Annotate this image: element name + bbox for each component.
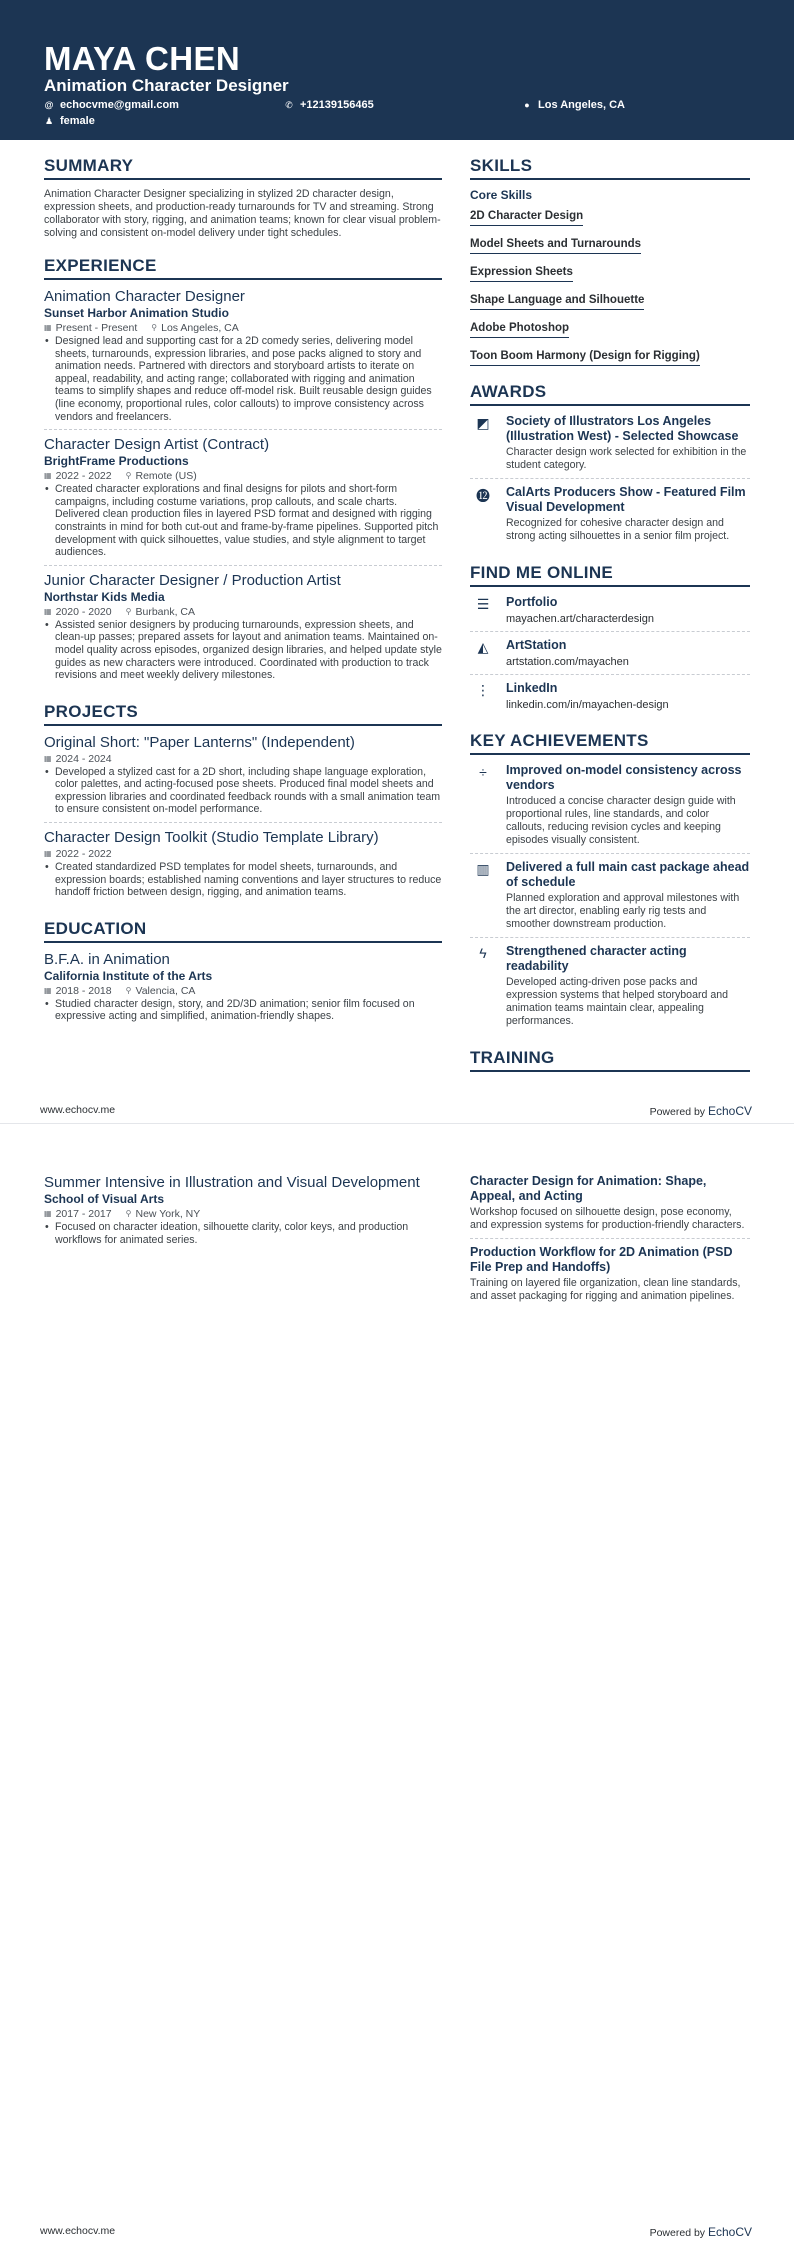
menu-icon: ☰ <box>476 596 490 612</box>
candidate-title: Animation Character Designer <box>44 76 289 95</box>
calendar-icon: ▦ <box>44 323 52 332</box>
project-bullet: • Developed a stylized cast for a 2D short, including shape language exploration, color palettes, and acting-focused pose sheets. Produced final model sheets and expression libraries and coordinated feedback rounds with a small animation team to ensure consistent on-model performance. <box>44 766 442 816</box>
phone-icon: ✆ <box>285 99 293 110</box>
job-bullet: • Assisted senior designers by producing turnarounds, expression sheets, and clean-up passes; prepared assets for layout and animation teams. Maintained on-model quality across episodes, organized design libraries, and helped update style guides as new characters were introduced. Coordinated with production to track revisions and meet weekly delivery milestones. <box>44 619 442 682</box>
location-pin-icon: ⚲ <box>125 471 132 481</box>
location-pin-icon: ⚲ <box>125 1209 132 1218</box>
summary-text: Animation Character Designer specializing in stylized 2D character design, expression sheets, and production-ready turnarounds for TV and streaming. Strong collaborator with story, rigging, and animation teams; known for clear visual problem-solving and consistent on-model delivery under tight schedules. <box>44 188 441 239</box>
online-item[interactable] <box>470 681 750 717</box>
online-link[interactable]: mayachen.art/characterdesign <box>506 613 654 625</box>
project-meta: ▦ 2022 - 2022 <box>44 848 112 861</box>
calendar-icon: ▦ <box>44 753 52 763</box>
education-item <box>44 1174 442 1252</box>
achievement-title: Strengthened character acting readability <box>506 944 687 973</box>
experience-item <box>44 288 442 430</box>
education-bullet: • Focused on character ideation, silhouette clarity, color keys, and production workflows for animated series. <box>44 1221 442 1246</box>
right-column-continued <box>470 1174 750 1315</box>
left-column-continued <box>44 1174 442 1258</box>
contact-gender: ♟ female <box>44 115 95 127</box>
calendar-icon: ▦ <box>44 1209 52 1218</box>
section-title-training: TRAINING <box>470 1048 750 1072</box>
online-link[interactable]: linkedin.com/in/mayachen-design <box>506 699 669 711</box>
award-title: Society of Illustrators Los Angeles (Illustration West) - Selected Showcase <box>506 414 739 443</box>
job-company: Sunset Harbor Animation Studio <box>44 306 229 320</box>
calendar-icon: ▦ <box>44 471 52 481</box>
skills-heading: Core Skills <box>470 188 533 202</box>
location-pin-icon: ⚲ <box>125 985 132 995</box>
achievement-item <box>470 763 750 854</box>
education-bullet: • Studied character design, story, and 2D/3D animation; senior film focused on expressive acting and simplified, animation-friendly shapes. <box>44 998 442 1023</box>
section-title-education: EDUCATION <box>44 919 442 943</box>
achievement-desc: Planned exploration and approval milestones with the art director, enabling early rig tests and smoother downstream production. <box>506 892 740 930</box>
skill-item: 2D Character Design <box>470 210 583 226</box>
training-item <box>470 1245 750 1309</box>
training-desc: Training on layered file organization, clean line standards, and asset packaging for rigging and animation pipelines. <box>470 1277 741 1302</box>
training-title: Production Workflow for 2D Animation (PSD File Prep and Handoffs) <box>470 1245 733 1274</box>
location-pin-icon: ⚲ <box>125 606 132 616</box>
job-company: Northstar Kids Media <box>44 589 165 604</box>
achievement-item <box>470 860 750 938</box>
job-title: Junior Character Designer / Production Artist <box>44 571 341 589</box>
online-label: Portfolio <box>506 595 558 609</box>
achievement-title: Delivered a full main cast package ahead of schedule <box>506 860 750 889</box>
section-title-skills: SKILLS <box>470 156 750 180</box>
section-title-experience: EXPERIENCE <box>44 256 442 280</box>
calendar-icon: ▦ <box>44 606 52 616</box>
dots-icon: ⋮ <box>476 682 490 698</box>
skill-item: Shape Language and Silhouette <box>470 294 644 310</box>
contact-phone[interactable]: ✆ +12139156465 <box>285 99 374 111</box>
school-name: School of Visual Arts <box>44 1192 165 1206</box>
contact-location: ● Los Angeles, CA <box>522 99 625 111</box>
degree-title: Summer Intensive in Illustration and Visual Development <box>44 1174 420 1191</box>
award-desc: Recognized for cohesive character design and strong acting silhouettes in a senior film project. <box>506 517 730 542</box>
project-bullet: • Created standardized PSD templates for model sheets, turnarounds, and expression boards; established naming conventions and layer structures to reduce handoff friction between design, rigging, and animation teams. <box>44 861 442 899</box>
job-meta: ▦ 2022 - 2022 ⚲ Remote (US) <box>44 470 197 483</box>
project-meta: ▦ 2024 - 2024 <box>44 752 112 765</box>
footer-brand[interactable]: EchoCV <box>707 1104 752 1118</box>
location-pin-icon: ⚲ <box>151 323 158 332</box>
building-icon: ▥ <box>476 861 490 877</box>
divide-icon: ÷ <box>479 764 487 780</box>
online-link[interactable]: artstation.com/mayachen <box>506 656 629 668</box>
right-column <box>470 156 750 1080</box>
contact-email[interactable]: @ echocvme@gmail.com <box>44 99 179 111</box>
calendar-icon: ▦ <box>44 985 52 995</box>
page-footer <box>40 2225 752 2239</box>
school-name: California Institute of the Arts <box>44 968 213 983</box>
education-meta: ▦ 2018 - 2018 ⚲ Valencia, CA <box>44 984 196 997</box>
education-item <box>44 951 442 1029</box>
location-pin-icon: ● <box>524 100 530 110</box>
page-footer <box>40 1104 752 1118</box>
person-icon: ♟ <box>44 115 54 126</box>
project-item <box>44 734 442 823</box>
award-desc: Character design work selected for exhibition in the student category. <box>506 446 747 471</box>
footer-powered: Powered by EchoCV <box>649 1104 752 1118</box>
degree-title: B.F.A. in Animation <box>44 950 170 968</box>
job-meta: ▦ Present - Present ⚲ Los Angeles, CA <box>44 322 239 334</box>
footer-brand[interactable]: EchoCV <box>707 2225 752 2239</box>
bolt-icon: ϟ <box>479 945 487 961</box>
experience-item <box>44 436 442 566</box>
experience-item <box>44 572 442 688</box>
education-meta: ▦ 2017 - 2017 ⚲ New York, NY <box>44 1208 201 1220</box>
training-title: Character Design for Animation: Shape, Appeal, and Acting <box>470 1174 707 1203</box>
skill-item: Toon Boom Harmony (Design for Rigging) <box>470 350 700 366</box>
online-item[interactable] <box>470 638 750 675</box>
online-label: LinkedIn <box>506 681 558 695</box>
candidate-name: MAYA CHEN <box>44 40 241 77</box>
skill-item: Expression Sheets <box>470 266 573 282</box>
award-icon: ◩ <box>476 415 490 431</box>
footer-site-link[interactable]: www.echocv.me <box>40 1104 116 1116</box>
at-icon: @ <box>44 100 54 110</box>
section-title-awards: AWARDS <box>470 382 750 406</box>
job-bullet: • Designed lead and supporting cast for a 2D comedy series, delivering model sheets, turnarounds, expression libraries, and pose packs aligned to story and animation needs. Partnered with directors and storyboard artists to iterate on appeal, readability, and acting range; collaborated with rigging and animation teams to simplify shapes and reduce off-model risk. Built reusable design guides (line economy, proportional rules, color callouts) to improve consistency across vendors and freelancers. <box>44 335 442 423</box>
achievement-desc: Developed acting-driven pose packs and expression systems that helped storyboard and animation teams maintain clear, appealing performances. <box>506 976 729 1027</box>
resume-page-2 <box>0 1123 794 2246</box>
award-item <box>470 414 750 479</box>
calendar-icon: ▦ <box>44 849 52 859</box>
footer-site-link[interactable]: www.echocv.me <box>40 2225 116 2237</box>
section-title-summary: SUMMARY <box>44 156 442 180</box>
job-title: Animation Character Designer <box>44 288 245 305</box>
project-title: Character Design Toolkit (Studio Template Library) <box>44 829 379 847</box>
section-title-online: FIND ME ONLINE <box>470 563 750 587</box>
medal-icon: ⓬ <box>476 488 490 504</box>
section-title-projects: PROJECTS <box>44 702 442 726</box>
section-title-achievements: KEY ACHIEVEMENTS <box>470 731 750 755</box>
training-item <box>470 1174 750 1239</box>
job-company: BrightFrame Productions <box>44 454 189 469</box>
skill-item: Model Sheets and Turnarounds <box>470 238 641 254</box>
left-column <box>44 156 442 1035</box>
online-item[interactable] <box>470 595 750 632</box>
achievement-desc: Introduced a concise character design guide with proportional rules, line standards, and color callouts, reducing revision cycles and keeping episodes visually consistent. <box>506 795 736 846</box>
project-item <box>44 829 442 905</box>
online-label: ArtStation <box>506 638 567 652</box>
job-bullet: • Created character explorations and final designs for pilots and short-form campaigns, including costume variations, prop callouts, and scale charts. Delivered clean production files in layered PSD format and designed with rigging constraints in mind for both cut-out and frame-by-frame pipelines. Supported pitch development with quick silhouettes, value studies, and style alignment to target audiences. <box>44 483 442 559</box>
resume-header <box>0 0 794 140</box>
achievement-item <box>470 944 750 1034</box>
station-icon: ◭ <box>477 639 489 655</box>
training-desc: Workshop focused on silhouette design, pose economy, and expression systems for production-friendly characters. <box>470 1206 745 1231</box>
achievement-title: Improved on-model consistency across vendors <box>506 763 742 792</box>
award-item <box>470 485 750 549</box>
project-title: Original Short: "Paper Lanterns" (Independent) <box>44 733 355 751</box>
footer-powered: Powered by EchoCV <box>649 2225 752 2239</box>
job-meta: ▦ 2020 - 2020 ⚲ Burbank, CA <box>44 605 196 618</box>
job-title: Character Design Artist (Contract) <box>44 436 270 454</box>
award-title: CalArts Producers Show - Featured Film Visual Development <box>506 485 746 514</box>
skill-item: Adobe Photoshop <box>470 322 569 338</box>
